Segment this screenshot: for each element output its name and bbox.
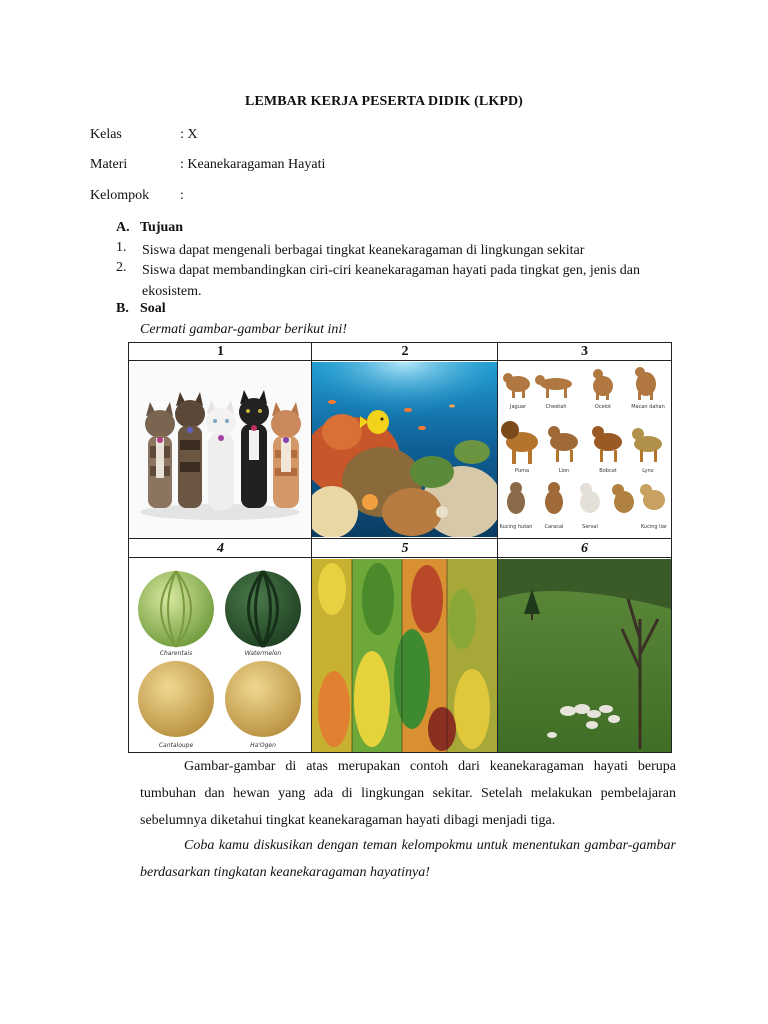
grid-header-2: 2: [312, 343, 498, 361]
cat-caption: Ocelot: [594, 404, 612, 410]
section-b-number: B.: [116, 301, 129, 316]
image-cats: [130, 362, 311, 537]
image-melons: [130, 559, 311, 752]
section-a-number: A.: [116, 220, 130, 235]
objective-number: 1.: [116, 240, 127, 255]
meta-value-kelompok: :: [180, 188, 184, 203]
cat-caption: Kucing liar: [640, 524, 668, 530]
image-grassland: [498, 559, 671, 752]
paragraph-instruction: Coba kamu diskusikan dengan teman kelompokmu untuk menentukan gambar-gambar berdasarkan tingkatan keanekaragaman hayatinya!: [140, 838, 676, 880]
grid-divider: [129, 538, 671, 539]
instruction-text: Cermati gambar-gambar berikut ini!: [140, 322, 347, 337]
cat-caption: Cheetah: [545, 404, 567, 410]
meta-label-materi: Materi: [90, 157, 128, 172]
grid-header-3: 3: [498, 343, 671, 361]
cat-caption: Lynx: [642, 468, 654, 474]
grid-header-5: 5: [312, 540, 498, 558]
melon-caption: Cantaloupe: [158, 742, 194, 749]
cat-caption: Kucing hutan: [499, 524, 533, 530]
melon-caption: Ha'Ogen: [250, 742, 276, 749]
objective-text: Siswa dapat mengenali berbagai tingkat keanekaragaman di lingkungan sekitar: [142, 243, 585, 258]
cat-caption: Macan dahan: [631, 404, 665, 410]
cat-caption: Lion: [558, 468, 570, 474]
cat-caption: Bobcat: [599, 468, 617, 474]
image-coral-reef: [312, 362, 497, 537]
page-title: LEMBAR KERJA PESERTA DIDIK (LKPD): [245, 94, 523, 109]
section-a-title: Tujuan: [140, 220, 184, 235]
cat-caption: Caracal: [544, 524, 564, 530]
objective-number: 2.: [116, 260, 127, 275]
image-bananas: [312, 559, 497, 752]
grid-header-4: 4: [129, 540, 312, 558]
cat-caption: Jaguar: [509, 404, 527, 410]
image-grid: [128, 342, 672, 753]
section-b-heading: [116, 301, 166, 317]
grid-header-1: 1: [129, 343, 312, 361]
section-a-heading: [116, 220, 183, 236]
cat-caption: Serval: [582, 524, 598, 530]
objective-text: Siswa dapat membandingkan ciri-ciri keanekaragaman hayati pada tingkat gen, jenis dan ekosistem.: [142, 263, 640, 299]
meta-label-kelas: Kelas: [90, 127, 122, 142]
section-b-title: Soal: [140, 301, 166, 316]
meta-label-kelompok: Kelompok: [90, 188, 150, 203]
cat-caption: Puma: [514, 468, 530, 474]
image-wild-cats: [498, 362, 671, 537]
paragraph-explanation: Gambar-gambar di atas merupakan contoh dari keanekaragaman hayati berupa tumbuhan dan hewan yang ada di lingkungan sekitar. Setelah melakukan pembelajaran sebelumnya diketahui tingkat keanekaragaman hayati dibagi menjadi tiga.: [140, 759, 676, 828]
grid-header-6: 6: [498, 540, 671, 558]
meta-value-kelas: : X: [180, 127, 198, 142]
meta-value-materi: : Keanekaragaman Hayati: [180, 157, 326, 172]
melon-caption: Watermelon: [244, 650, 282, 657]
melon-caption: Charentais: [159, 650, 193, 657]
